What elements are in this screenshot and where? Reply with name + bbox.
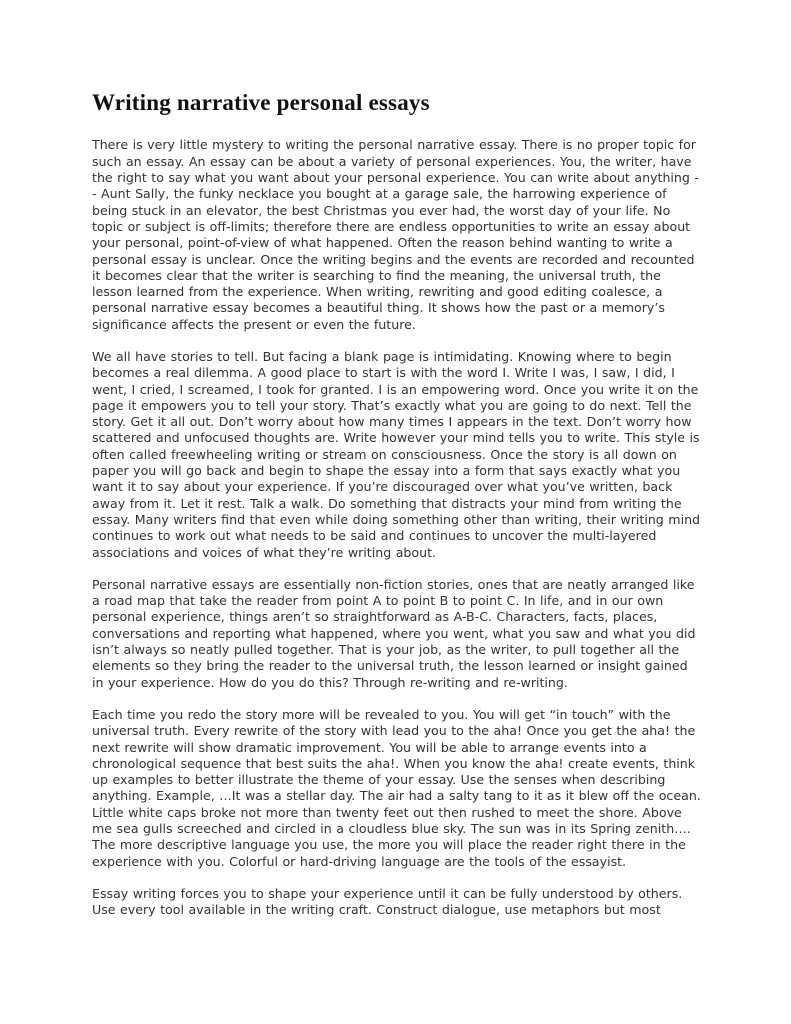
- paragraph-stories-to-tell: We all have stories to tell. But facing a blank page is intimidating. Knowing where to begin becomes a real dilemma. A good place to start is with the word I. Write I was, I saw, I did, I went, I cried, I screamed, I took for granted. I is an empowering word. Once you write it on the page it empowers you to tell your story. That’s exactly what you are going to do next. Tell the story. Get it all out. Don’t worry about how many times I appears in the text. Don’t worry how scattered and unfocused thoughts are. Write however your mind tells you to write. This style is often called freewheeling writing or stream on consciousness. Once the story is all down on paper you will go back and begin to shape the essay into a form that says exactly what you want it to say about your experience. If you’re discouraged over what you’ve written, back away from it. Let it rest. Talk a walk. Do something that distracts your mind from writing the essay. Many writers find that even while doing something other than writing, their writing mind continues to work out what needs to be said and continues to uncover the multi-layered associations and voices of what they’re writing about.: [92, 349, 701, 560]
- paragraph-essay-tools: Essay writing forces you to shape your experience until it can be fully understood by others. Use every tool available in the writing craft. Construct dialogue, use metaphors but most: [92, 885, 683, 918]
- paragraph-rewriting-aha: Each time you redo the story more will be revealed to you. You will get “in touch” with the universal truth. Every rewrite of the story with lead you to the aha! Once you get the aha! the next rewrite will show dramatic improvement. You will be able to arrange events into a chronological sequence that best suits the aha!. When you know the aha! create events, think up examples to better illustrate the theme of your essay. Use the senses when describing anything. Example, …It was a stellar day. The air had a salty tang to it as it blew off the ocean. Little white caps broke not more than twenty feet out then rushed to meet the shore. Above me sea gulls screeched and circled in a cloudless blue sky. The sun was in its Spring zenith…. The more descriptive language you use, the more you will place the reader right there in the experience with you. Colorful or hard-driving language are the tools of the essayist.: [92, 706, 701, 869]
- paragraph-intro: There is very little mystery to writing the personal narrative essay. There is no proper topic for such an essay. An essay can be about a variety of personal experiences. You, the writer, have the right to say what you want about your personal experience. You can write about anything -- Aunt Sally, the funky necklace you bought at a garage sale, the harrowing experience of being stuck in an elevator, the best Christmas you ever had, the worst day of your life. No topic or subject is off-limits; therefore there are endless opportunities to write an essay about your personal, point-of-view of what happened. Often the reason behind wanting to write a personal essay is unclear. Once the writing begins and the events are recorded and recounted it becomes clear that the writer is searching to find the meaning, the universal truth, the lesson learned from the experience. When writing, rewriting and good editing coalesce, a personal narrative essay becomes a beautiful thing. It shows how the past or a memory’s significance affects the present or even the future.: [92, 137, 699, 332]
- paragraph-road-map: Personal narrative essays are essentially non-fiction stories, ones that are neatly arranged like a road map that take the reader from point A to point B to point C. In life, and in our own personal experience, things aren’t so straightforward as A-B-C. Characters, facts, places, conversations and reporting what happened, where you went, what you saw and what you did isn’t always so neatly pulled together. That is your job, as the writer, to pull together all the elements so they bring the reader to the universal truth, the lesson learned or insight gained in your experience. How do you do this? Through re-writing and re-writing.: [92, 576, 696, 690]
- document-title: Writing narrative personal essays: [92, 90, 430, 115]
